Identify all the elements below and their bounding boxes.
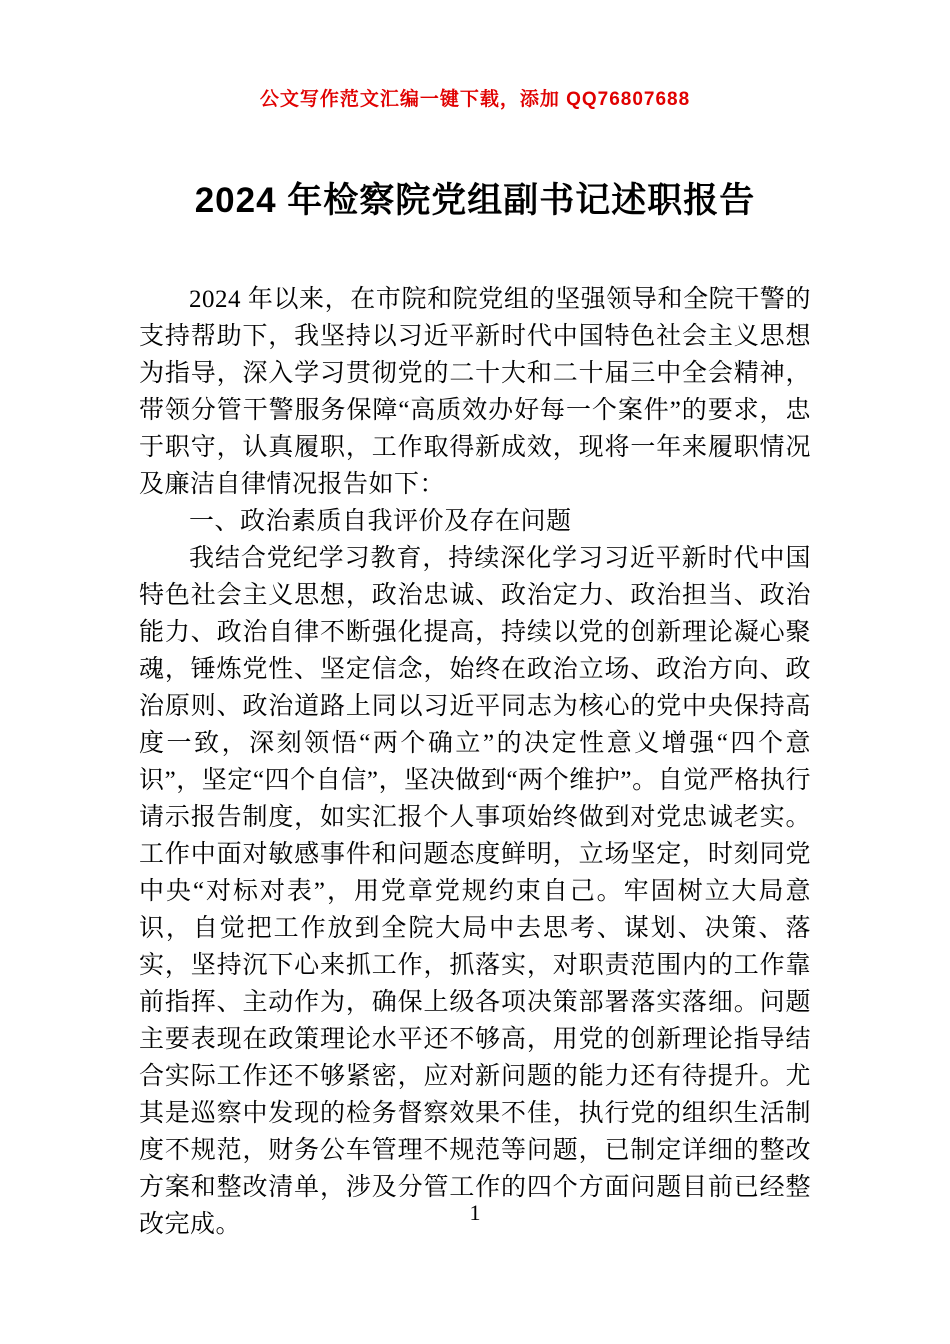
header-notice: 公文写作范文汇编一键下载，添加 QQ76807688 [259,89,691,110]
paragraph: 我结合党纪学习教育，持续深化学习习近平新时代中国特色社会主义思想，政治忠诚、政治定力、政治担当、政治能力、政治自律不断强化提高，持续以党的创新理论凝心聚魂，锤炼党性、坚定信念，始终在政治立场、政治方向、政治原则、政治道路上同以习近平同志为核心的党中央保持高度一致，深刻领悟“两个确立”的决定性意义增强“四个意识”，坚定“四个自信”，坚决做到“两个维护”。自觉严格执行请示报告制度，如实汇报个人事项始终做到对党忠诚老实。工作中面对敏感事件和问题态度鲜明，立场坚定，时刻同党中央“对标对表”，用党章党规约束自己。牢固树立大局意识，自觉把工作放到全院大局中去思考、谋划、决策、落实，坚持沉下心来抓工作，抓落实，对职责范围内的工作靠前指挥、主动作为，确保上级各项决策部署落实落细。问题主要表现在政策理论水平还不够高，用党的创新理论指导结合实际工作还不够紧密，应对新问题的能力还有待提升。尤其是巡察中发现的检务督察效果不佳，执行党的组织生活制度不规范，财务公车管理不规范等问题，已制定详细的整改方案和整改清单，涉及分管工作的四个方面问题目前已经整改完成。 [139,545,811,1238]
document-body [139,281,811,1243]
paragraph: 2024 年以来，在市院和院党组的坚强领导和全院干警的支持帮助下，我坚持以习近平新时代中国特色社会主义思想为指导，深入学习贯彻党的二十大和二十届三中全会精神，带领分管干警服务保障“高质效办好每一个案件”的要求，忠于职守，认真履职，工作取得新成效，现将一年来履职情况及廉洁自律情况报告如下： [139,286,811,498]
page-number: 1 [469,1200,481,1225]
section-heading: 一、政治素质自我评价及存在问题 [189,508,572,535]
document-title: 2024 年检察院党组副书记述职报告 [194,181,756,220]
